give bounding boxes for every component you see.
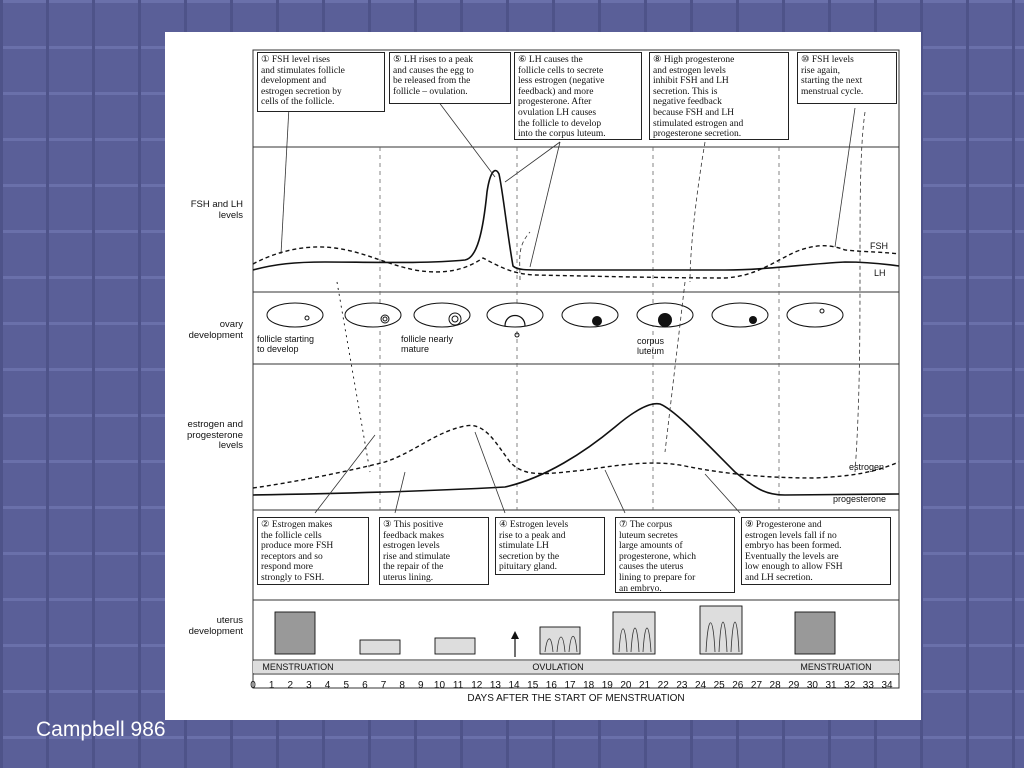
day-tick-label: 3 bbox=[306, 680, 312, 691]
band-menstruation-start: MENSTRUATION bbox=[262, 662, 334, 672]
day-tick-label: 31 bbox=[825, 680, 837, 691]
day-tick-label: 10 bbox=[433, 680, 446, 691]
annotation-box-8: ⑧ High progesterone and estrogen levels inhibit FSH and LH secretion. This is negative feedback because FSH and LH stimulated estrogen and progesterone secretion. bbox=[649, 52, 789, 140]
figure-frame bbox=[253, 50, 899, 688]
annotation-box-6: ⑥ LH causes the follicle cells to secrete less estrogen (negative feedback) and more progesterone. After ovulation LH causes the follicle to develop into the corpus luteum. bbox=[514, 52, 642, 140]
day-tick-label: 4 bbox=[324, 680, 331, 691]
fsh-curve-label: FSH bbox=[870, 241, 888, 251]
row-label-ovary: ovary development bbox=[188, 319, 243, 341]
day-tick-label: 25 bbox=[713, 680, 725, 691]
lh-curve-label: LH bbox=[874, 268, 886, 278]
lh-curve bbox=[253, 171, 899, 270]
annotation-box-7: ⑦ The corpus luteum secretes large amounts of progesterone, which causes the uterus lining to prepare for an embryo. bbox=[615, 517, 735, 593]
ovary-stages bbox=[267, 303, 843, 327]
label-follicle-mature: follicle nearly mature bbox=[401, 334, 454, 354]
row-label-hormones: estrogen and progesterone levels bbox=[187, 419, 243, 451]
day-tick-label: 15 bbox=[527, 680, 539, 691]
row-label-uterus: uterus development bbox=[188, 615, 243, 637]
day-tick-label: 33 bbox=[862, 680, 874, 691]
day-tick-label: 20 bbox=[620, 680, 632, 691]
annotation-box-2: ② Estrogen makes the follicle cells produce more FSH receptors and so respond more strongly to FSH. bbox=[257, 517, 369, 585]
x-axis-title: DAYS AFTER THE START OF MENSTRUATION bbox=[467, 693, 685, 704]
day-tick-label: 6 bbox=[362, 680, 368, 691]
day-tick-label: 14 bbox=[508, 680, 520, 691]
day-tick-label: 19 bbox=[601, 680, 613, 691]
day-tick-label: 17 bbox=[564, 680, 576, 691]
menstrual-cycle-figure bbox=[165, 32, 921, 720]
estrogen-curve bbox=[253, 425, 899, 488]
uterus-stages bbox=[275, 606, 835, 654]
estrogen-curve-label: estrogen bbox=[849, 462, 885, 472]
day-tick-label: 28 bbox=[769, 680, 781, 691]
day-tick-label: 23 bbox=[676, 680, 688, 691]
band-ovulation: OVULATION bbox=[532, 662, 584, 672]
day-tick-label: 13 bbox=[489, 680, 501, 691]
annotation-box-3: ③ This positive feedback makes estrogen levels rise and stimulate the repair of the uterus lining. bbox=[379, 517, 489, 585]
annotation-box-10: ⑩ FSH levels rise again, starting the next menstrual cycle. bbox=[797, 52, 897, 104]
band-menstruation-end: MENSTRUATION bbox=[800, 662, 872, 672]
day-tick-label: 21 bbox=[639, 680, 651, 691]
day-tick-label: 11 bbox=[452, 680, 464, 691]
label-follicle-starting: follicle starting to develop bbox=[257, 334, 315, 354]
day-tick-label: 1 bbox=[268, 680, 275, 691]
progesterone-curve bbox=[253, 404, 899, 495]
day-tick-label: 5 bbox=[343, 680, 350, 691]
day-tick-label: 27 bbox=[750, 680, 763, 691]
day-tick-label: 9 bbox=[418, 680, 424, 691]
day-tick-label: 16 bbox=[545, 680, 557, 691]
row-label-fsh-lh: FSH and LH levels bbox=[190, 199, 243, 221]
day-tick-label: 30 bbox=[806, 680, 818, 691]
day-tick-label: 26 bbox=[732, 680, 744, 691]
slide-caption: Campbell 986 bbox=[36, 718, 166, 741]
progesterone-curve-label: progesterone bbox=[833, 494, 887, 504]
label-corpus-luteum: corpus luteum bbox=[637, 336, 665, 356]
annotation-box-4: ④ Estrogen levels rise to a peak and stimulate LH secretion by the pituitary gland. bbox=[495, 517, 605, 575]
day-tick-label: 12 bbox=[471, 680, 483, 691]
annotation-box-1: ① FSH level rises and stimulates follicle development and estrogen secretion by cells of the follicle. bbox=[257, 52, 385, 112]
day-tick-label: 18 bbox=[583, 680, 595, 691]
day-tick-label: 29 bbox=[788, 680, 800, 691]
day-tick-label: 22 bbox=[657, 680, 669, 691]
day-tick-label: 2 bbox=[287, 680, 294, 691]
day-tick-label: 8 bbox=[399, 680, 405, 691]
day-tick-label: 32 bbox=[844, 680, 856, 691]
day-tick-label: 7 bbox=[380, 680, 387, 691]
day-tick-label: 34 bbox=[881, 680, 893, 691]
annotation-box-5: ⑤ LH rises to a peak and causes the egg to be released from the follicle – ovulation. bbox=[389, 52, 511, 104]
day-tick-label: 24 bbox=[694, 680, 707, 691]
day-tick-label: 0 bbox=[250, 680, 256, 691]
annotation-box-9: ⑨ Progesterone and estrogen levels fall if no embryo has been formed. Eventually the levels are low enough to allow FSH and LH secretion. bbox=[741, 517, 891, 585]
